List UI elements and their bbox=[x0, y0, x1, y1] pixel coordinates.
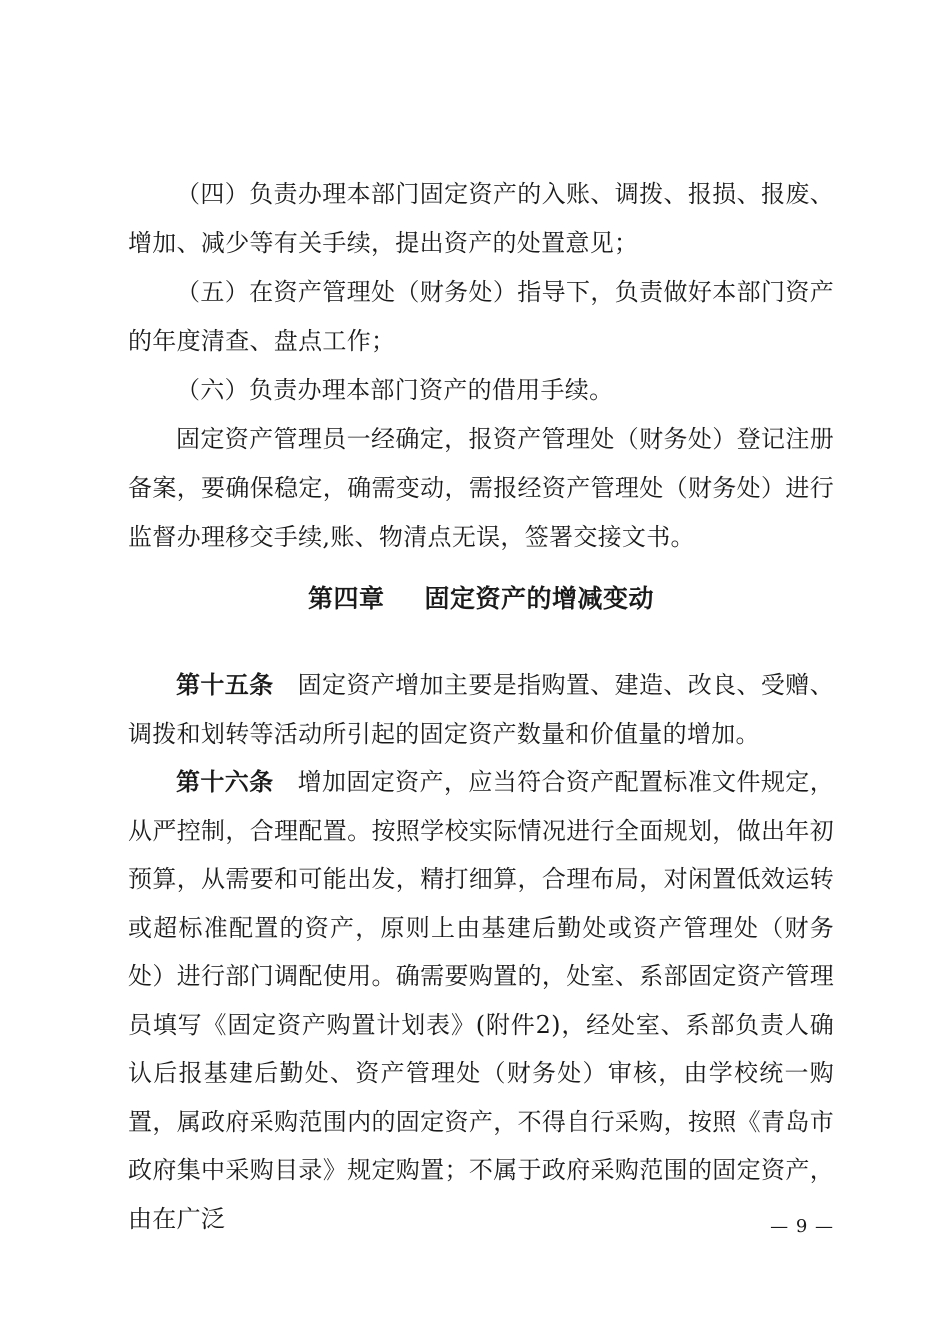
paragraph-item-4: （四）负责办理本部门固定资产的入账、调拨、报损、报废、增加、减少等有关手续，提出资产的处置意见； bbox=[128, 180, 834, 257]
paragraph-administrator-note: 固定资产管理员一经确定，报资产管理处（财务处）登记注册备案，要确保稳定，确需变动，需报经资产管理处（财务处）进行监督办理移交手续,账、物清点无误，签署交接文书。 bbox=[128, 425, 834, 551]
article-15 bbox=[128, 661, 834, 758]
body-text bbox=[128, 170, 834, 562]
article-text: 增加固定资产，应当符合资产配置标准文件规定，从严控制，合理配置。按照学校实际情况进行全面规划，做出年初预算，从需要和可能出发，精打细算，合理布局，对闲置低效运转或超标准配置的资产，原则上由基建后勤处或资产管理处（财务处）进行部门调配使用。确需要购置的，处室、系部固定资产管理员填写《固定资产购置计划表》(附件2)，经处室、系部负责人确认后报基建后勤处、资产管理处（财务处）审核，由学校统一购置，属政府采购范围内的固定资产，不得自行采购，按照《青岛市政府集中采购目录》规定购置；不属于政府采购范围的固定资产，由在广泛 bbox=[128, 768, 834, 1233]
page-number: — 9 — bbox=[770, 1216, 834, 1237]
article-16 bbox=[128, 758, 834, 1243]
chapter-number: 第四章 bbox=[307, 584, 385, 613]
article-text: 固定资产增加主要是指购置、建造、改良、受赠、调拨和划转等活动所引起的固定资产数量和价值量的增加。 bbox=[128, 671, 834, 748]
articles bbox=[128, 661, 834, 1243]
article-number: 第十五条 bbox=[176, 671, 274, 699]
paragraph-item-5: （五）在资产管理处（财务处）指导下，负责做好本部门资产的年度清查、盘点工作； bbox=[128, 278, 834, 355]
paragraph-item-6: （六）负责办理本部门资产的借用手续。 bbox=[176, 376, 614, 404]
chapter-title: 固定资产的增减变动 bbox=[424, 584, 655, 613]
article-number: 第十六条 bbox=[176, 768, 274, 796]
chapter-heading bbox=[128, 574, 834, 623]
